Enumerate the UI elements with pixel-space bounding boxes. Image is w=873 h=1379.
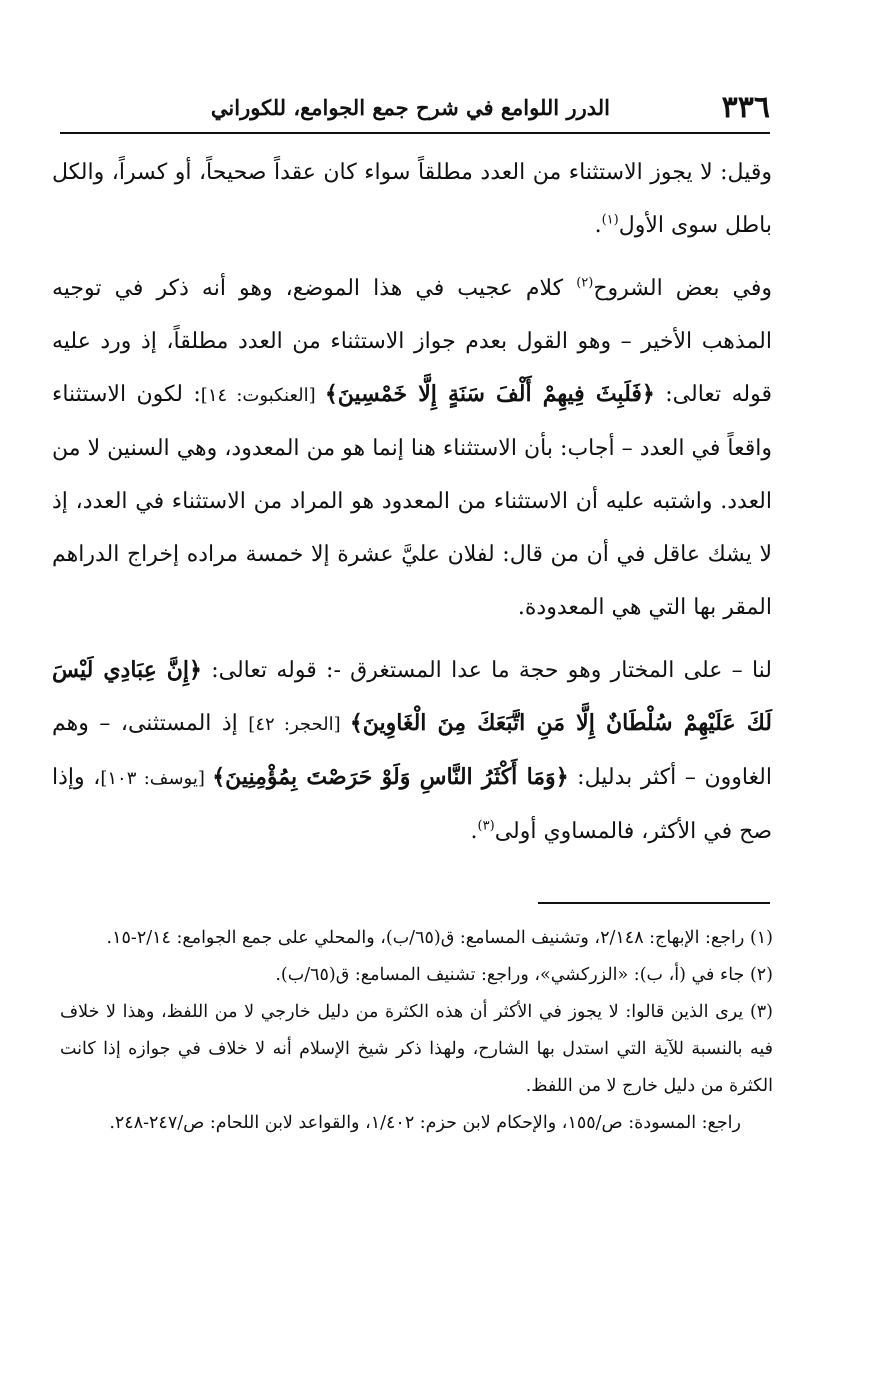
p1-end: . — [594, 213, 602, 238]
p3-text-2: إذ المستثنى، – وهم الغاوون – أكثر بدليل: — [52, 711, 772, 790]
footnote-mark-1[interactable]: (١) — [601, 212, 619, 228]
verse-reference: [الحجر: ٤٢] — [248, 714, 350, 735]
p1-text: وقيل: لا يجوز الاستثناء من العدد مطلقاً سواء كان عقداً صحيحاً، أو كسراً، والكل باطل سوى الأول — [52, 160, 772, 238]
verse-close-brace: ﴾ — [349, 710, 363, 736]
page-header — [60, 88, 770, 134]
verse-close-brace: ﴾ — [212, 764, 226, 790]
footnote-3 — [60, 994, 773, 1105]
verse-close-brace: ﴾ — [324, 381, 338, 407]
footnote-3-text: يرى الذين قالوا: لا يجوز في الأكثر أن هذه الكثرة من دليل خارجي لا من اللفظ، وهذا لا خلاف فيه بالنسبة للآية التي استدل بها الشارح، ولهذا ذكر شيخ الإسلام أنه لا خلاف في جوازه إذا كانت الكثرة من دليل خارج لا من اللفظ. — [60, 1002, 773, 1096]
p2-intro: وفي بعض الشروح — [593, 276, 772, 301]
footnote-3-references: راجع: المسودة: ص/١٥٥، والإحكام لابن حزم: ١/٤٠٢، والقواعد لابن اللحام: ص/٢٤٧-٢٤٨. — [109, 1113, 741, 1133]
quran-verse-ankabut: فَلَبِثَ فِيهِمْ أَلْفَ سَنَةٍ إِلَّا خَمْسِينَ — [337, 381, 642, 407]
p3-text-3: ، وإذا صح في الأكثر، فالمساوي أولى — [52, 765, 772, 844]
footnotes — [60, 920, 773, 1142]
quran-verse-yusuf: وَمَا أَكْثَرُ النَّاسِ وَلَوْ حَرَصْتَ بِمُؤْمِنِينَ — [225, 764, 556, 790]
p3-end: . — [470, 819, 478, 844]
footnote-2-text: جاء في (أ، ب): «الزركشي»، وراجع: تشنيف المسامع: ق(٦٥/ب). — [275, 965, 750, 985]
running-title: الدرر اللوامع في شرح جمع الجوامع، للكوراني — [210, 95, 610, 120]
footnote-1 — [60, 920, 773, 957]
verse-open-brace: ﴿ — [641, 381, 655, 407]
verse-reference: [العنكبوت: ١٤] — [200, 385, 325, 406]
main-text — [52, 146, 772, 868]
p3-text-1: لنا – على المختار وهو حجة ما عدا المستغرق -: قوله تعالى: — [201, 658, 773, 683]
p2-text-2: : لكون الاستثناء واقعاً في العدد – أجاب: بأن الاستثناء هنا إنما هو من المعدود، وهي السنين لا من العدد. واشتبه عليه أن الاستثناء من المعدود هو المراد من الاستثناء في العدد، إذ لا يشك عاقل في أن من قال: لفلان عليَّ عشرة إلا خمسة مراده إخراج الدراهم المقر بها التي هي المعدودة. — [52, 382, 772, 620]
verse-open-brace: ﴿ — [189, 657, 202, 683]
verse-open-brace: ﴿ — [555, 764, 569, 790]
footnote-mark-3[interactable]: (٣) — [477, 818, 495, 834]
footnote-1-text: راجع: الإبهاج: ٢/١٤٨، وتشنيف المسامع: ق(٦٥/ب)، والمحلي على جمع الجوامع: ٢/١٤-١٥. — [106, 928, 750, 948]
footnote-separator — [538, 902, 770, 904]
footnote-mark-2[interactable]: (٢) — [576, 275, 594, 291]
p2-text-1: كلام عجيب في هذا الموضع، وهو أنه ذكر في توجيه المذهب الأخير – وهو القول بعدم جواز الاستثناء من العدد مطلقاً، إذ ورد عليه قوله تعالى: — [52, 276, 772, 407]
paragraph-3 — [52, 644, 772, 858]
quran-verse-hijr: إِنَّ عِبَادِي لَيْسَ لَكَ عَلَيْهِمْ سُلْطَانٌ إِلَّا مَنِ اتَّبَعَكَ مِنَ الْغَاوِينَ — [52, 657, 772, 736]
paragraph-1 — [52, 146, 772, 252]
verse-reference: [يوسف: ١٠٣] — [100, 768, 213, 789]
page-number: ٣٣٦ — [721, 90, 770, 125]
footnote-1-mark: (١) — [749, 928, 773, 948]
footnote-3-mark: (٣) — [749, 1002, 773, 1022]
footnote-2 — [60, 957, 773, 994]
paragraph-2 — [52, 262, 772, 634]
footnote-2-mark: (٢) — [749, 965, 773, 985]
